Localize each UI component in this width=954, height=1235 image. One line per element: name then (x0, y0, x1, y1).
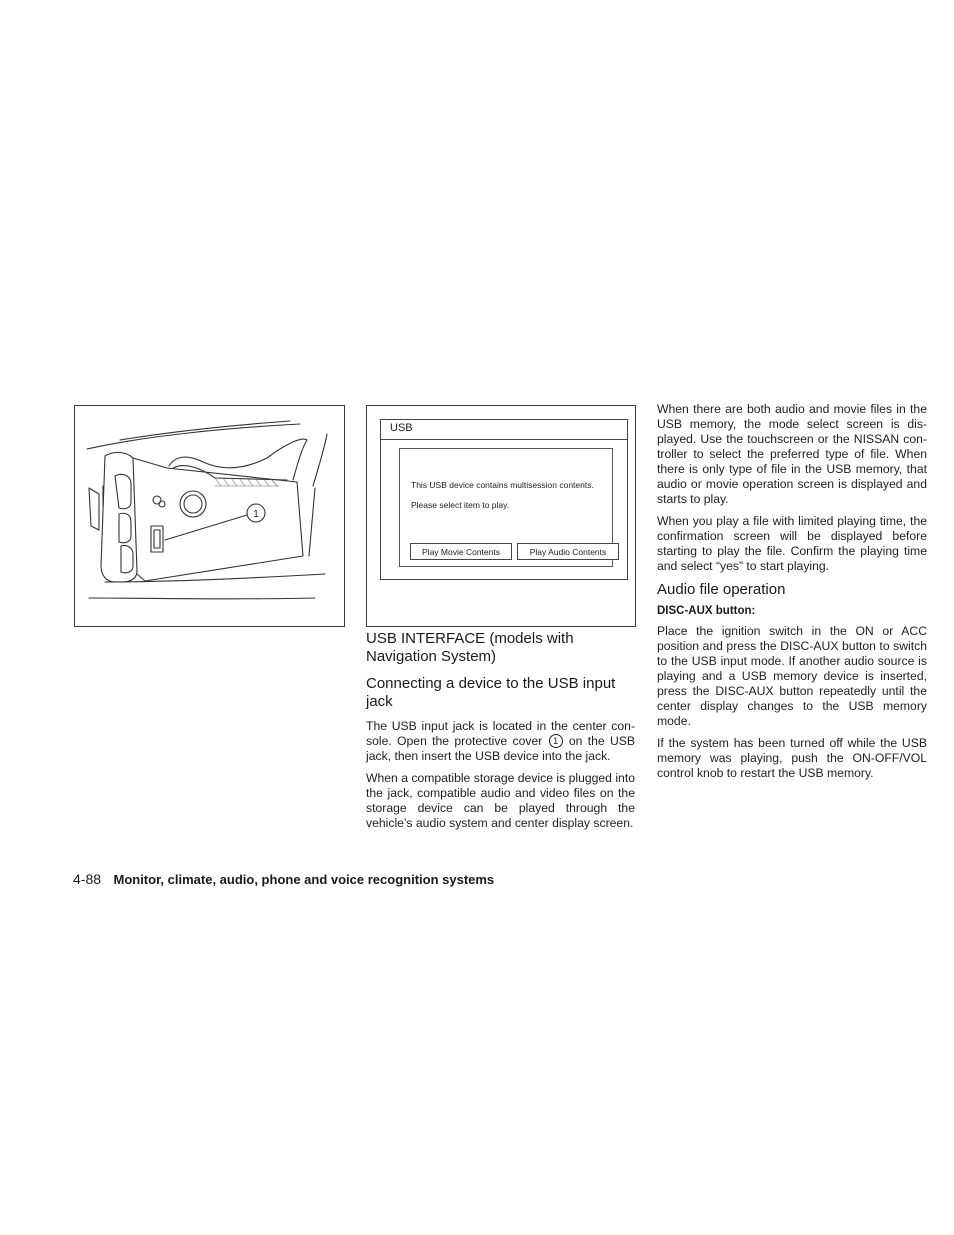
disc-aux-paragraph: Place the ignition switch in the ON or ACC position and press the DISC-AUX button to switch to the USB input mode. If another audio source is playing and a USB memory device is inserted, press the DISC-AUX button repeatedly until the center display changes to the USB memory mode. (657, 624, 927, 728)
disc-aux-subheading: DISC-AUX button: (657, 605, 756, 617)
usb-screen-figure (366, 405, 636, 627)
page-footer (73, 871, 494, 889)
multisession-dialog (399, 448, 613, 567)
play-movie-button[interactable]: Play Movie Contents (410, 543, 512, 560)
section-heading: USB INTERFACE (models with Navigation System) (366, 630, 574, 665)
footer-section-title: Monitor, climate, audio, phone and voice recognition systems (113, 872, 495, 887)
callout-number: 1 (253, 509, 259, 520)
restart-paragraph: If the system has been turned off while the USB memory was playing, push the ON-OFF/VOL control knob to restart the USB memory. (657, 736, 927, 780)
subsection-heading: Connecting a device to the USB input jack (366, 675, 616, 710)
display-screen (380, 419, 628, 580)
usb-jack-paragraph (366, 719, 635, 764)
usb-jack-text-start: The USB input jack is located in the center con-sole. Open the protective cover (366, 719, 635, 748)
playing-time-paragraph: When you play a file with limited playing time, the confirmation screen will be displayed before starting to play the file. Confirm the playing time and select “yes” to start playing. (657, 514, 927, 573)
dialog-prompt: Please select item to play. (411, 500, 510, 510)
compatible-device-paragraph: When a compatible storage device is plugged into the jack, compatible audio and video files on the storage device can be played through the vehicle’s audio system and center display screen. (366, 771, 635, 830)
screen-title: USB (390, 422, 413, 434)
audio-file-heading: Audio file operation (657, 581, 786, 598)
right-column (657, 402, 927, 781)
middle-column (366, 630, 635, 831)
screen-title-divider (381, 439, 627, 440)
usb-jack-text-end: on the USB jack, then insert the USB device into the jack. (366, 734, 636, 763)
page-number: 4-88 (73, 871, 102, 887)
play-audio-button[interactable]: Play Audio Contents (517, 543, 619, 560)
dialog-message: This USB device contains multisession contents. (411, 480, 594, 490)
cover-ref-marker: 1 (549, 734, 563, 748)
mode-select-paragraph: When there are both audio and movie files in the USB memory, the mode select screen is dis-played. Use the touchscreen or the NISSAN con-troller to select the preferred type of file. When there is only type of file in the USB memory, that audio or movie operation screen is displayed and starts to play. (657, 402, 927, 506)
console-illustration (74, 405, 345, 627)
console-line-drawing (75, 406, 344, 626)
